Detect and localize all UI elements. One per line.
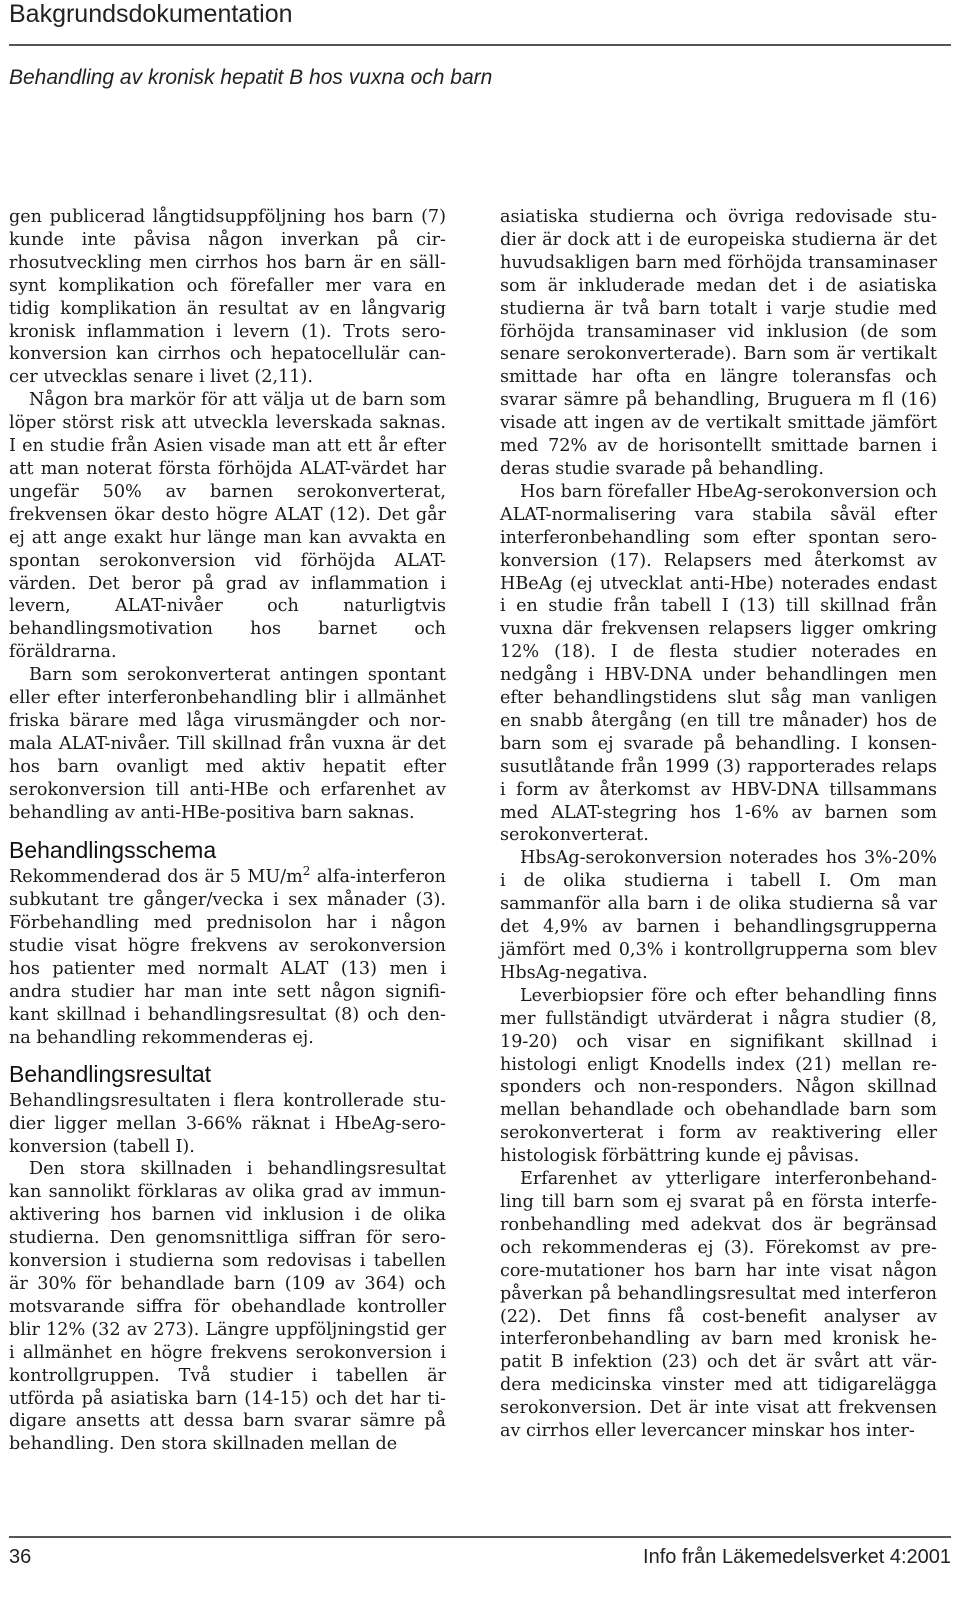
page-header bbox=[9, 0, 951, 89]
paragraph-dosage bbox=[9, 866, 446, 1049]
heading-behandlingsresultat: Behandlingsresultat bbox=[9, 1060, 212, 1087]
footer-rule bbox=[9, 1536, 951, 1538]
dosage-text-end: alfa-interferon subkutant tre gånger/vecka i sex månader (3). Förbehandling med prednisolon har i någon studie visat högre frekvens av serokonversion hos patienter med normalt ALAT (13) men i andra studier har man inte sett någon signifikant skillnad i behandlingsresultat (8) och denna behandling rekommenderas ej. bbox=[9, 867, 446, 1048]
page-number: 36 bbox=[9, 1546, 32, 1568]
paragraph: Barn som serokonverterat antingen spontant eller efter interferonbehandling blir i allmänhet friska bärare med låga virusmängder och normala ALAT-nivåer. Till skillnad från vuxna är det hos barn ovanligt med aktiv hepatit efter serokonversion till anti-HBe och erfarenhet av behandling av anti-HBe-positiva barn saknas. bbox=[9, 665, 446, 823]
heading-behandlingsschema: Behandlingsschema bbox=[9, 837, 217, 864]
superscript: 2 bbox=[302, 864, 311, 879]
dosage-text-start: Rekommenderad dos är 5 MU/m bbox=[9, 867, 303, 888]
paragraph: Hos barn förefaller HbeAg-serokonversion och ALAT-normalisering vara stabila såväl efter interferonbehandling som efter spontan serokonversion (17). Relapsers med återkomst av HBeAg (ej utvecklat anti-Hbe) noterades endast i en studie från tabell I (13) till skillnad från vuxna där frekvensen relapsers ligger omkring 12% (18). I de flesta studier noterades en nedgång i HBV-DNA under behandlingen men efter behandlingstidens slut såg man vanligen en snabb återgång (en till tre månader) hos de barn som ej svarade på behandling. I konsensusutlåtande från 1999 (3) rapporterades relaps i form av återkomst av HBV-DNA tillsammans med ALAT-stegring hos 1-6% av barnen som serokonverterat. bbox=[500, 481, 937, 846]
paragraph: Någon bra markör för att välja ut de barn som löper störst risk att utveckla leverskada saknas. I en studie från Asien visade man att ett år efter att man noterat första förhöjda ALAT-värdet har ungefär 50% av barnen serokonverterat, frekvensen ökar desto högre ALAT (12). Det går ej att ange exakt hur länge man kan avvakta en spontan serokonversion vid förhöjda ALAT-värden. Det beror på grad av inflammation i levern, ALAT-nivåer och naturligtvis behandlingsmotivation hos barnet och föräldrarna. bbox=[9, 390, 446, 663]
footer-source: Info från Läkemedelsverket 4:2001 bbox=[643, 1546, 951, 1568]
header-rule bbox=[9, 44, 951, 46]
right-column bbox=[500, 206, 937, 1443]
paragraph: Behandlingsresultaten i flera kontrollerade studier ligger mellan 3-66% räknat i HbeAg-serokonversion (tabell I). bbox=[9, 1090, 446, 1157]
left-column bbox=[9, 206, 446, 1456]
paragraph: Erfarenhet av ytterligare interferonbehandling till barn som ej svarat på en första interferonbehandling med adekvat dos är begränsad och rekommenderas ej (3). Förekomst av precore-mutationer hos barn har inte visat någon påverkan på behandlingsresultat med interferon (22). Det finns få cost-benefit analyser av interferonbehandling av barn med kronisk hepatit B infektion (23) och det är svårt att värdera medicinska vinster med att tidigarelägga serokonversion. Det är inte visat att frekvensen av cirrhos eller levercancer minskar hos inter- bbox=[500, 1169, 937, 1442]
paragraph: Den stora skillnaden i behandlingsresultat kan sannolikt förklaras av olika grad av immunaktivering hos barnen vid inklusion i de olika studierna. Den genomsnittliga siffran för serokonversion i studierna som redovisas i tabellen är 30% för behandlade barn (109 av 364) och motsvarande siffra för obehandlade kontroller blir 12% (32 av 273). Längre uppföljningstid ger i allmänhet en högre frekvens serokonversion i kontrollgruppen. Två studier i tabellen är utförda på asiatiska barn (14-15) och det har tidigare ansetts att dessa barn svarar sämre på behandling. Den stora skillnaden mellan de bbox=[9, 1159, 446, 1455]
paragraph: HbsAg-serokonversion noterades hos 3%-20% i de olika studierna i tabell I. Om man sammanför alla barn i de olika studierna så var det 4,9% av barnen i behandlingsgrupperna jämfört med 0,3% i kontrollgrupperna som blev HbsAg-negativa. bbox=[500, 848, 937, 983]
paragraph: gen publicerad långtidsuppföljning hos barn (7) kunde inte påvisa någon inverkan på cirrhosutveckling men cirrhos hos barn är en sällsynt komplikation och förefaller mer vara en tidig komplikation än resultat av en långvarig kronisk inflammation i levern (1). Trots serokonversion kan cirrhos och hepatocellulär cancer utvecklas senare i livet (2,11). bbox=[9, 207, 446, 388]
document-title: Behandling av kronisk hepatit B hos vuxna och barn bbox=[9, 66, 493, 89]
section-title: Bakgrundsdokumentation bbox=[9, 0, 293, 28]
paragraph: Leverbiopsier före och efter behandling finns mer fullständigt utvärderat i några studier (8, 19-20) och visar en signifikant skillnad i histologi enligt Knodells index (21) mellan responders och non-responders. Någon skillnad mellan behandlade och obehandlade barn som serokonverterat i form av reaktivering eller histologisk förbättring kunde ej påvisas. bbox=[500, 985, 937, 1167]
paragraph: asiatiska studierna och övriga redovisade studier är dock att i de europeiska studierna är det huvudsakligen barn med förhöjda transaminaser som är inkluderade medan det i de asiatiska studierna är två barn totalt i varje studie med förhöjda transaminaser vid inklusion (de som senare serokonverterade). Barn som är vertikalt smittade har ofta en längre toleransfas och svarar sämre på behandling, Bruguera m fl (16) visade att ingen av de vertikalt smittade jämfört med 72% av de horisontellt smittade barnen i deras studie svarade på behandling. bbox=[500, 207, 937, 479]
